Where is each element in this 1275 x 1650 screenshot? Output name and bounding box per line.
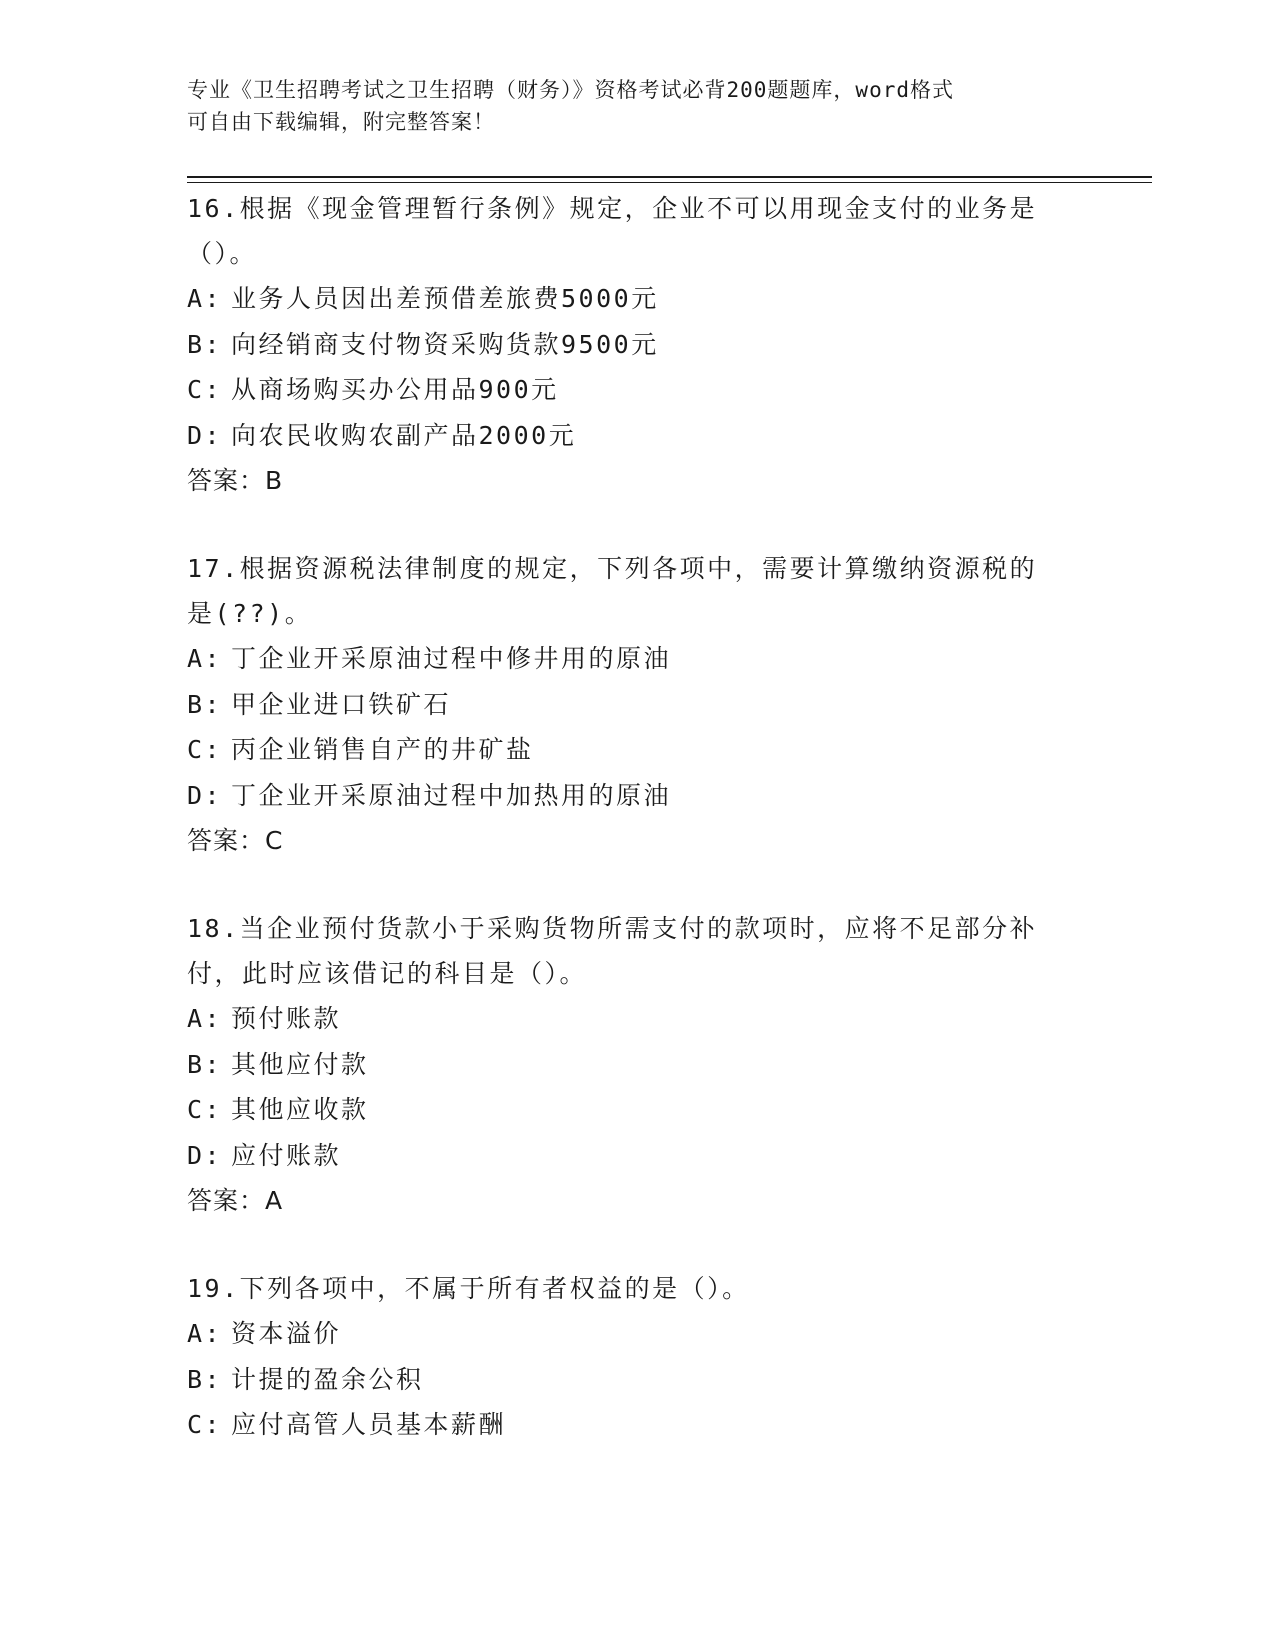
- answer-line: 答案：C: [187, 826, 284, 855]
- header-divider-thin: [187, 182, 1152, 183]
- option-a: [187, 1311, 1087, 1357]
- option-key: D:: [187, 780, 223, 810]
- question-stem: 17.根据资源税法律制度的规定，下列各项中，需要计算缴纳资源税的: [187, 554, 1038, 583]
- option-text: 其他应付款: [231, 1049, 369, 1079]
- header-line-2: 可自由下载编辑，附完整答案！: [187, 110, 495, 134]
- option-text: 向农民收购农副产品2000元: [231, 420, 577, 450]
- option-key: B:: [187, 329, 223, 359]
- option-key: B:: [187, 689, 223, 719]
- option-c: [187, 367, 1087, 413]
- option-a: [187, 996, 1087, 1042]
- document-header: [187, 74, 1067, 138]
- option-text: 丁企业开采原油过程中加热用的原油: [231, 780, 672, 810]
- option-key: D:: [187, 1140, 223, 1170]
- option-a: [187, 636, 1087, 682]
- option-text: 业务人员因出差预借差旅费5000元: [231, 284, 659, 313]
- header-divider-thick: [187, 176, 1152, 178]
- question-stem: 19.下列各项中，不属于所有者权益的是（）。: [187, 1274, 750, 1303]
- option-c: [187, 1087, 1087, 1133]
- option-key: C:: [187, 375, 223, 404]
- option-text: 资本溢价: [231, 1319, 342, 1348]
- option-text: 应付账款: [231, 1140, 342, 1170]
- option-key: A:: [187, 644, 223, 673]
- question-19: [187, 1266, 1087, 1448]
- option-b: [187, 322, 1087, 368]
- header-line-1: 专业《卫生招聘考试之卫生招聘（财务）》资格考试必背200题题库，word格式: [187, 78, 954, 102]
- option-key: A:: [187, 1319, 223, 1348]
- option-key: C:: [187, 735, 223, 764]
- option-text: 丁企业开采原油过程中修井用的原油: [231, 644, 672, 673]
- question-16: [187, 186, 1087, 503]
- question-18: [187, 906, 1087, 1223]
- option-text: 丙企业销售自产的井矿盐: [231, 735, 534, 764]
- option-text: 预付账款: [231, 1004, 342, 1033]
- answer-line: 答案：A: [187, 1186, 284, 1215]
- option-d: [187, 773, 1087, 819]
- option-key: B:: [187, 1364, 223, 1394]
- option-text: 应付高管人员基本薪酬: [231, 1410, 507, 1439]
- option-text: 其他应收款: [231, 1095, 369, 1124]
- option-key: C:: [187, 1095, 223, 1124]
- option-text: 向经销商支付物资采购货款9500元: [231, 329, 659, 359]
- option-b: [187, 682, 1087, 728]
- question-stem: 16.根据《现金管理暂行条例》规定，企业不可以用现金支付的业务是: [187, 194, 1038, 223]
- option-b: [187, 1042, 1087, 1088]
- option-text: 计提的盈余公积: [231, 1364, 424, 1394]
- option-key: A:: [187, 284, 223, 313]
- answer-line: 答案：B: [187, 466, 284, 495]
- option-text: 从商场购买办公用品900元: [231, 375, 559, 404]
- option-d: [187, 413, 1087, 459]
- option-key: C:: [187, 1410, 223, 1439]
- option-b: [187, 1357, 1087, 1403]
- option-key: A:: [187, 1004, 223, 1033]
- option-key: D:: [187, 420, 223, 450]
- option-c: [187, 1402, 1087, 1448]
- option-text: 甲企业进口铁矿石: [231, 689, 452, 719]
- option-a: [187, 276, 1087, 322]
- question-17: [187, 546, 1087, 863]
- question-stem-continued: 付，此时应该借记的科目是（）。: [187, 959, 588, 988]
- option-d: [187, 1133, 1087, 1179]
- question-stem-continued: （）。: [187, 239, 258, 268]
- question-stem: 18.当企业预付货款小于采购货物所需支付的款项时，应将不足部分补: [187, 914, 1038, 943]
- option-c: [187, 727, 1087, 773]
- option-key: B:: [187, 1049, 223, 1079]
- question-stem-continued: 是(??)。: [187, 599, 313, 628]
